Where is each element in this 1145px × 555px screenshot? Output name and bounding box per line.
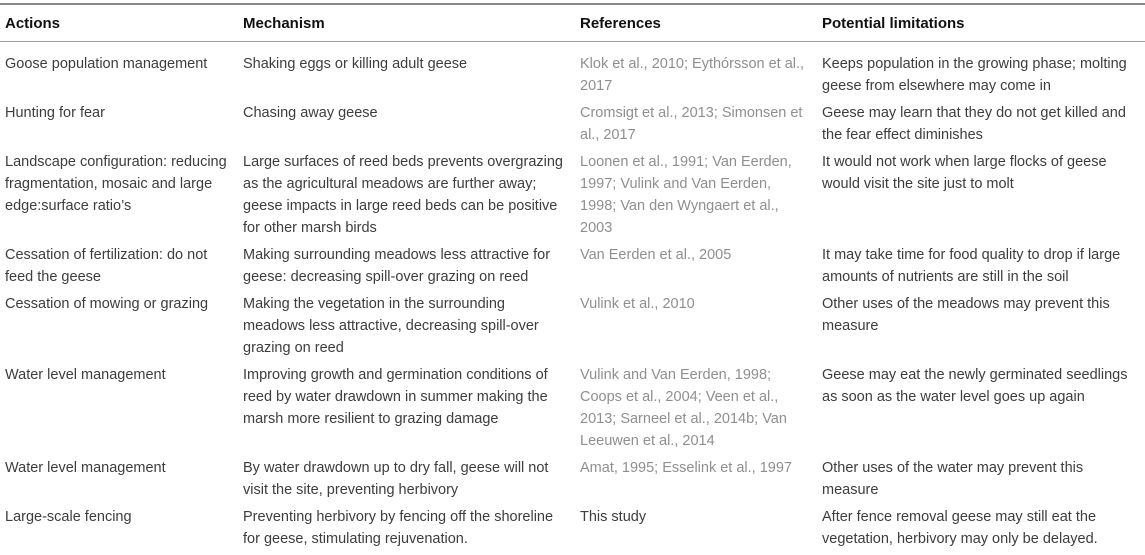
action-cell: Cessation of mowing or grazing [0, 290, 238, 361]
action-cell: Goose population management [0, 42, 238, 100]
limitations-cell: Geese may learn that they do not get killed and the fear effect diminishes [817, 99, 1145, 148]
mechanism-cell: Shaking eggs or killing adult geese [238, 42, 575, 100]
limitations-cell: It would not work when large flocks of geese would visit the site just to molt [817, 148, 1145, 241]
header-row [0, 4, 1145, 42]
references-cell[interactable]: Vulink and Van Eerden, 1998; Coops et al., 2004; Veen et al., 2013; Sarneel et al., 2014b; Van Leeuwen et al., 2014 [575, 361, 817, 454]
references-cell[interactable]: Cromsigt et al., 2013; Simonsen et al., 2017 [575, 99, 817, 148]
mechanism-cell: Preventing herbivory by fencing off the shoreline for geese, stimulating rejuvenation. [238, 503, 575, 555]
action-cell: Water level management [0, 361, 238, 454]
references-cell[interactable]: Klok et al., 2010; Eythórsson et al., 2017 [575, 42, 817, 100]
column-header-references: References [575, 4, 817, 42]
table-row [0, 148, 1145, 241]
mechanism-cell: Large surfaces of reed beds prevents overgrazing as the agricultural meadows are further away; geese impacts in large reed beds can be positive for other marsh birds [238, 148, 575, 241]
mechanism-cell: Making the vegetation in the surrounding meadows less attractive, decreasing spill-over grazing on reed [238, 290, 575, 361]
table-row [0, 241, 1145, 290]
limitations-cell: It may take time for food quality to drop if large amounts of nutrients are still in the soil [817, 241, 1145, 290]
mechanism-cell: Making surrounding meadows less attractive for geese: decreasing spill-over grazing on reed [238, 241, 575, 290]
mechanism-cell: Improving growth and germination conditions of reed by water drawdown in summer making the marsh more resilient to grazing damage [238, 361, 575, 454]
table-row [0, 361, 1145, 454]
column-header-actions: Actions [0, 4, 238, 42]
references-cell[interactable]: Loonen et al., 1991; Van Eerden, 1997; Vulink and Van Eerden, 1998; Van den Wyngaert et al., 2003 [575, 148, 817, 241]
table-row [0, 99, 1145, 148]
mechanism-cell: By water drawdown up to dry fall, geese will not visit the site, preventing herbivory [238, 454, 575, 503]
management-actions-table [0, 3, 1145, 555]
table-row [0, 454, 1145, 503]
action-cell: Hunting for fear [0, 99, 238, 148]
column-header-mechanism: Mechanism [238, 4, 575, 42]
limitations-cell: Other uses of the water may prevent this measure [817, 454, 1145, 503]
table-row [0, 503, 1145, 555]
table-row [0, 42, 1145, 100]
limitations-cell: Geese may eat the newly germinated seedlings as soon as the water level goes up again [817, 361, 1145, 454]
limitations-cell: After fence removal geese may still eat the vegetation, herbivory may only be delayed. [817, 503, 1145, 555]
column-header-potential-limitations: Potential limitations [817, 4, 1145, 42]
action-cell: Landscape configuration: reducing fragmentation, mosaic and large edge:surface ratio’s [0, 148, 238, 241]
action-cell: Water level management [0, 454, 238, 503]
action-cell: Large-scale fencing [0, 503, 238, 555]
limitations-cell: Other uses of the meadows may prevent this measure [817, 290, 1145, 361]
action-cell: Cessation of fertilization: do not feed the geese [0, 241, 238, 290]
limitations-cell: Keeps population in the growing phase; molting geese from elsewhere may come in [817, 42, 1145, 100]
references-cell[interactable]: Van Eerden et al., 2005 [575, 241, 817, 290]
mechanism-cell: Chasing away geese [238, 99, 575, 148]
table-row [0, 290, 1145, 361]
references-cell[interactable]: Vulink et al., 2010 [575, 290, 817, 361]
references-cell[interactable]: Amat, 1995; Esselink et al., 1997 [575, 454, 817, 503]
references-cell: This study [575, 503, 817, 555]
